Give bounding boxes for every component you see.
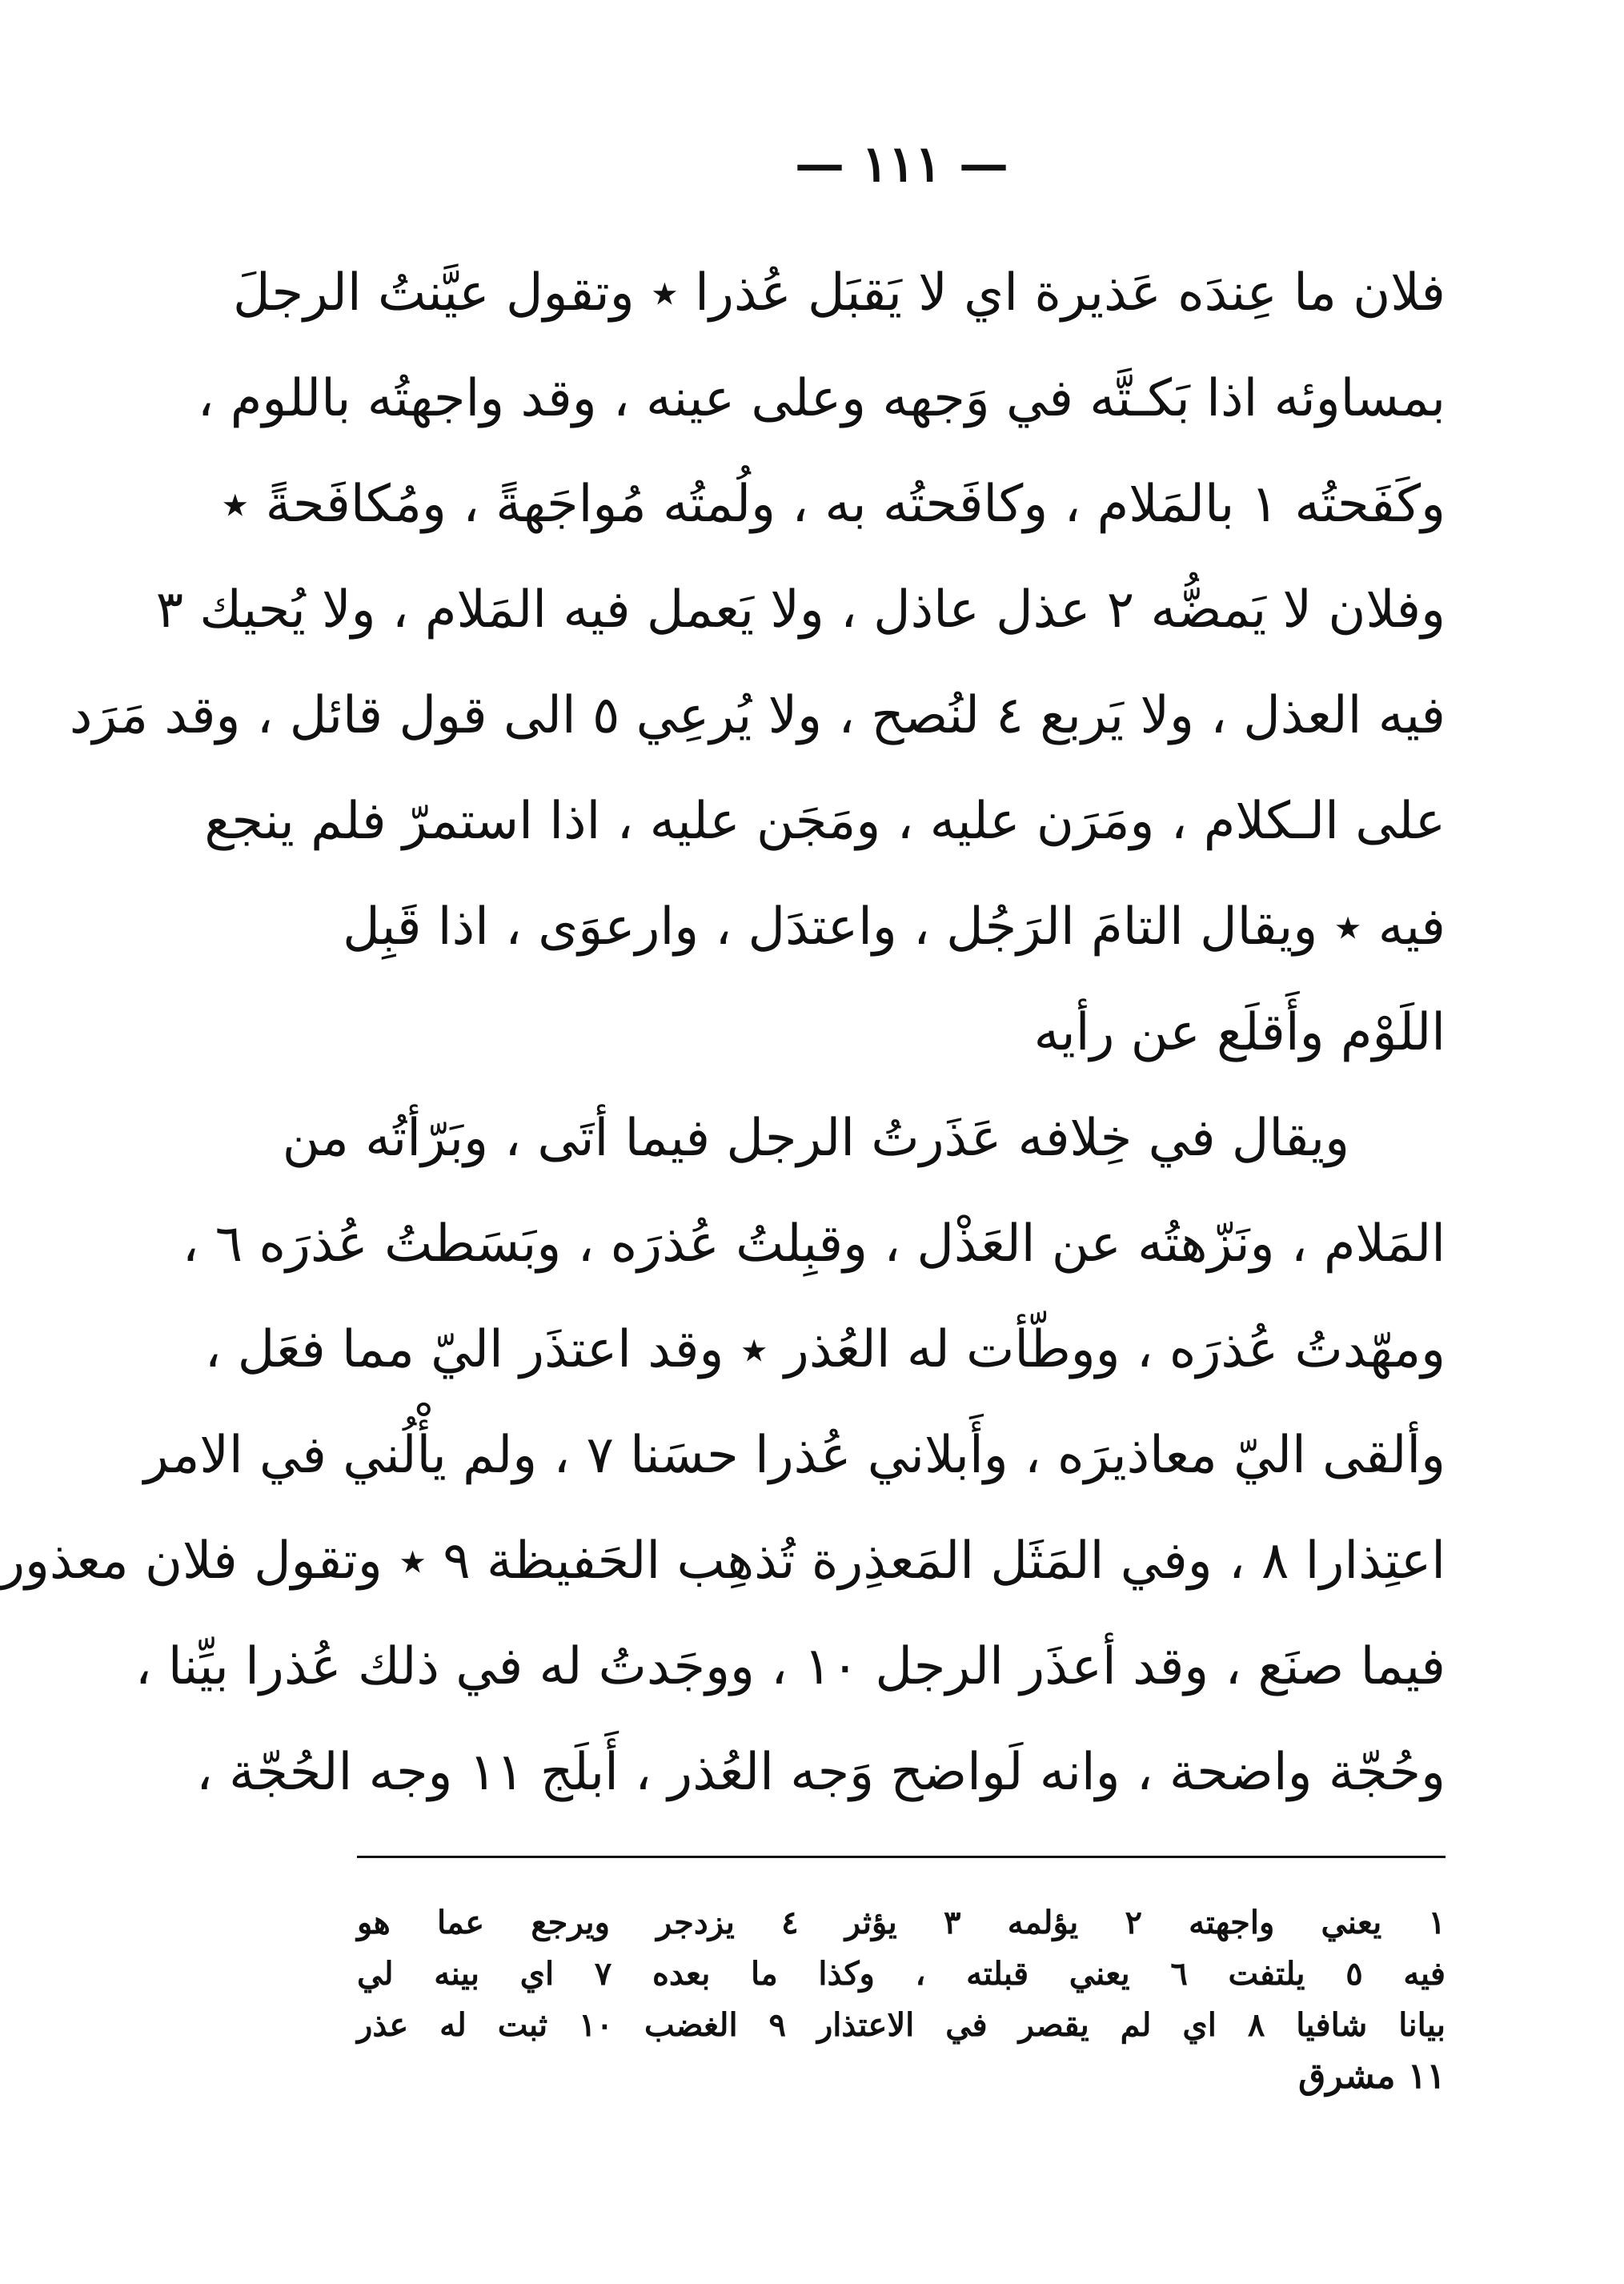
text-line: وألقى اليّ معاذيرَه ، وأَبلاني عُذرا حسَنا ٧ ، ولم يأْلُني في الامر [143, 1426, 1446, 1485]
footnote-line: فيه ٥ يلتفت ٦ يعني قبلته ، وكذا ما بعده ٧ اي بينه لي [357, 1955, 1446, 1993]
text-line: ويقال في خِلافه عَذَرتُ الرجل فيما أتَى ، وبَرّأتُه من [282, 1109, 1349, 1168]
text-line: فيه ٭ ويقال التامَ الرَجُل ، واعتدَل ، وارعوَى ، اذا قَبِل [343, 897, 1446, 957]
text-line: على الـكلام ، ومَرَن عليه ، ومَجَن عليه ، اذا استمرّ فلم ينجع [204, 792, 1446, 851]
text-line: وفلان لا يَمضُّه ٢ عذل عاذل ، ولا يَعمل فيه المَلام ، ولا يُحيك ٣ [155, 580, 1446, 640]
text-line: ومهّدتُ عُذرَه ، ووطّأت له العُذر ٭ وقد اعتذَر اليّ مما فعَل ، [204, 1320, 1446, 1379]
text-line: بمساوئه اذا بَكـتَّه في وَجهه وعلى عينه ، وقد واجهتُه باللوم ، [197, 369, 1446, 428]
text-line: اللَوْم وأَقلَع عن رأيه [1033, 1003, 1446, 1062]
footnote-line: ١ يعني واجهته ٢ يؤلمه ٣ يؤثر ٤ يزدجر ويرجع عما هو [357, 1904, 1446, 1941]
footnote-line: ١١ مشرق [1298, 2056, 1446, 2097]
body-text [0, 240, 1446, 1825]
footnote-line: بيانا شافيا ٨ اي لم يقصر في الاعتذار ٩ الغضب ١٠ ثبت له عذر [357, 2006, 1446, 2044]
text-line: المَلام ، ونَزّهتُه عن العَذْل ، وقبِلتُ عُذرَه ، وبَسَطتُ عُذرَه ٦ ، [182, 1214, 1446, 1274]
text-line: اعتِذارا ٨ ، وفي المَثَل المَعذِرة تُذهِب الحَفيظة ٩ ٭ وتقول فلان معذور [0, 1531, 1446, 1591]
footnote-divider [357, 1856, 1446, 1858]
text-line: فيه العذل ، ولا يَربع ٤ لنُصح ، ولا يُرعِي ٥ الى قول قائل ، وقد مَرَد [69, 686, 1446, 745]
text-line: وحُجّة واضحة ، وانه لَواضح وَجه العُذر ، أَبلَج ١١ وجه الحُجّة ، [196, 1743, 1446, 1802]
footnotes [357, 1897, 1446, 2102]
text-line: فلان ما عِندَه عَذيرة اي لا يَقبَل عُذرا ٭ وتقول عيَّنتُ الرجلَ [232, 263, 1446, 323]
text-line: وكَفَحتُه ١ بالمَلام ، وكافَحتُه به ، ولُمتُه مُواجَهةً ، ومُكافَحةً ٭ [221, 475, 1446, 534]
text-line: فيما صنَع ، وقد أعذَر الرجل ١٠ ، ووجَدتُ له في ذلك عُذرا بيِّنا ، [134, 1637, 1446, 1696]
page-number: — ١١١ — [794, 134, 1009, 193]
